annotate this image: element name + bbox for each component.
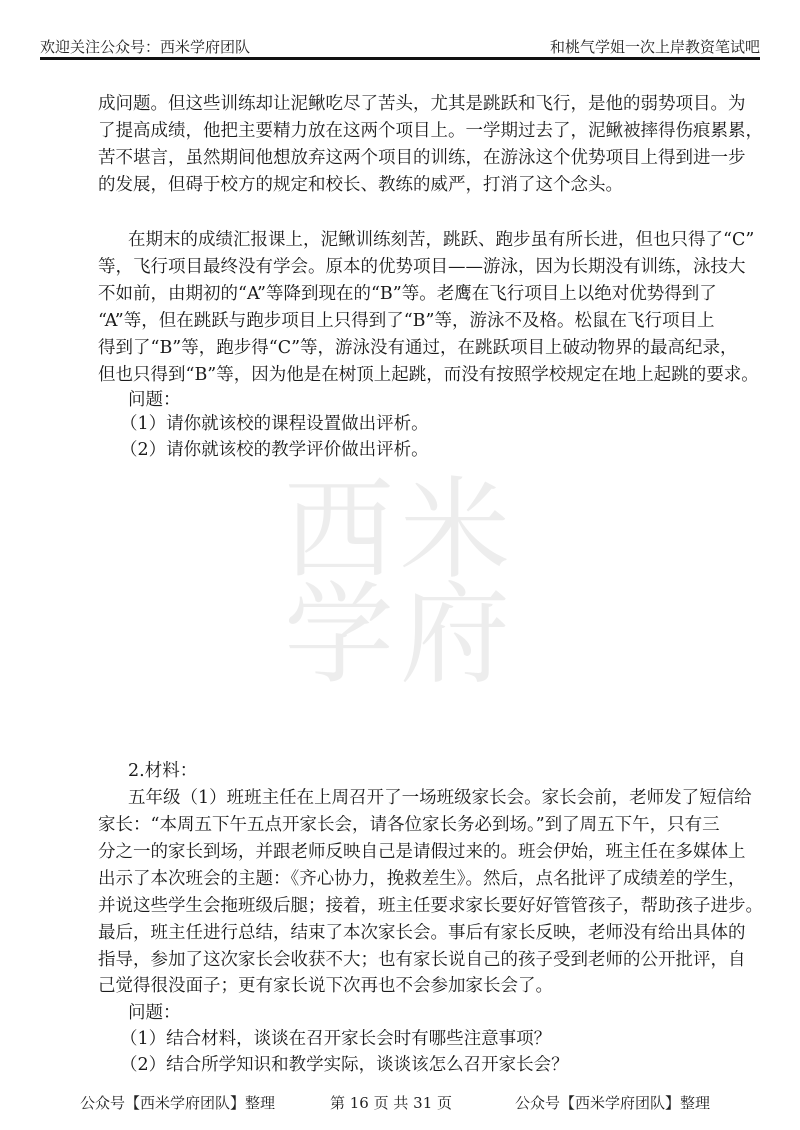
text-line: 分之一的家长到场，并跟老师反映自己是请假过来的。班会伊始，班主任在多媒体上 [98, 842, 746, 862]
text-line: 出示了本次班会的主题：《齐心协力，挽救差生》。然后，点名批评了成绩差的学生， [98, 869, 746, 889]
text-line: 等，飞行项目最终没有学会。原本的优势项目——游泳，因为长期没有训练，泳技大 [98, 257, 746, 277]
question-item: （1）请你就该校的课程设置做出评析。 [120, 414, 429, 434]
text-line: 苦不堪言，虽然期间他想放弃这两个项目的训练，在游泳这个优势项目上得到进一步 [98, 148, 746, 168]
text-line: 最后，班主任进行总结，结束了本次家长会。事后有家长反映，老师没有给出具体的 [98, 923, 746, 943]
watermark-line: 学府 [284, 571, 516, 699]
text-line: 五年级（1）班班主任在上周召开了一场班级家长会。家长会前，老师发了短信给 [128, 788, 752, 808]
page-number: 第 16 页 共 31 页 [330, 1094, 453, 1112]
text-line: 了提高成绩，他把主要精力放在这两个项目上。一学期过去了，泥鳅被摔得伤痕累累， [98, 121, 763, 141]
text-line: 但也只得到“B”等，因为他是在树顶上起跳，而没有按照学校规定在地上起跳的要求。 [98, 365, 759, 385]
text-line: 家长：“本周五下午五点开家长会，请各位家长务必到场。”到了周五下午，只有三 [98, 815, 720, 835]
text-line: 并说这些学生会拖班级后腿；接着，班主任要求家长要好好管管孩子，帮助孩子进步。 [98, 896, 763, 916]
text-line: 得到了“B”等，跑步得“C”等，游泳没有通过，在跳跃项目上破动物界的最高纪录， [98, 338, 738, 358]
header-right: 和桃气学姐一次上岸教资笔试吧 [549, 38, 760, 56]
watermark-logo [270, 466, 530, 699]
header-left: 欢迎关注公众号：西米学府团队 [40, 38, 251, 56]
text-line: 指导，参加了这次家长会收获不大；也有家长说自己的孩子受到老师的公开批评，自 [98, 950, 746, 970]
footer-left: 公众号【西米学府团队】整理 [80, 1094, 276, 1112]
text-line: 的发展，但碍于校方的规定和校长、教练的威严，打消了这个念头。 [98, 175, 623, 195]
text-line: “A”等，但在跳跃与跑步项目上只得到了“B”等，游泳不及格。松鼠在飞行项目上 [98, 311, 715, 331]
text-line: 成问题。但这些训练却让泥鳅吃尽了苦头，尤其是跳跃和飞行，是他的弱势项目。为 [98, 94, 746, 114]
question-label: 问题： [128, 390, 181, 410]
question-item: （2）结合所学知识和教学实际，谈谈该怎么召开家长会？ [120, 1055, 569, 1075]
watermark-line: 西米 [284, 466, 516, 594]
question-item: （2）请你就该校的教学评价做出评析。 [120, 440, 429, 460]
section-title: 2.材料： [128, 761, 198, 781]
text-line: 在期末的成绩汇报课上，泥鳅训练刻苦，跳跃、跑步虽有所长进，但也只得了“C” [128, 230, 755, 250]
text-line: 己觉得很没面子；更有家长说下次再也不会参加家长会了。 [98, 976, 553, 996]
footer-right: 公众号【西米学府团队】整理 [515, 1094, 711, 1112]
question-label: 问题： [128, 1003, 181, 1023]
text-line: 不如前，由期初的“A”等降到现在的“B”等。老鹰在飞行项目上以绝对优势得到了 [98, 284, 717, 304]
header-rule [40, 57, 760, 60]
question-item: （1）结合材料，谈谈在召开家长会时有哪些注意事项？ [120, 1029, 552, 1049]
